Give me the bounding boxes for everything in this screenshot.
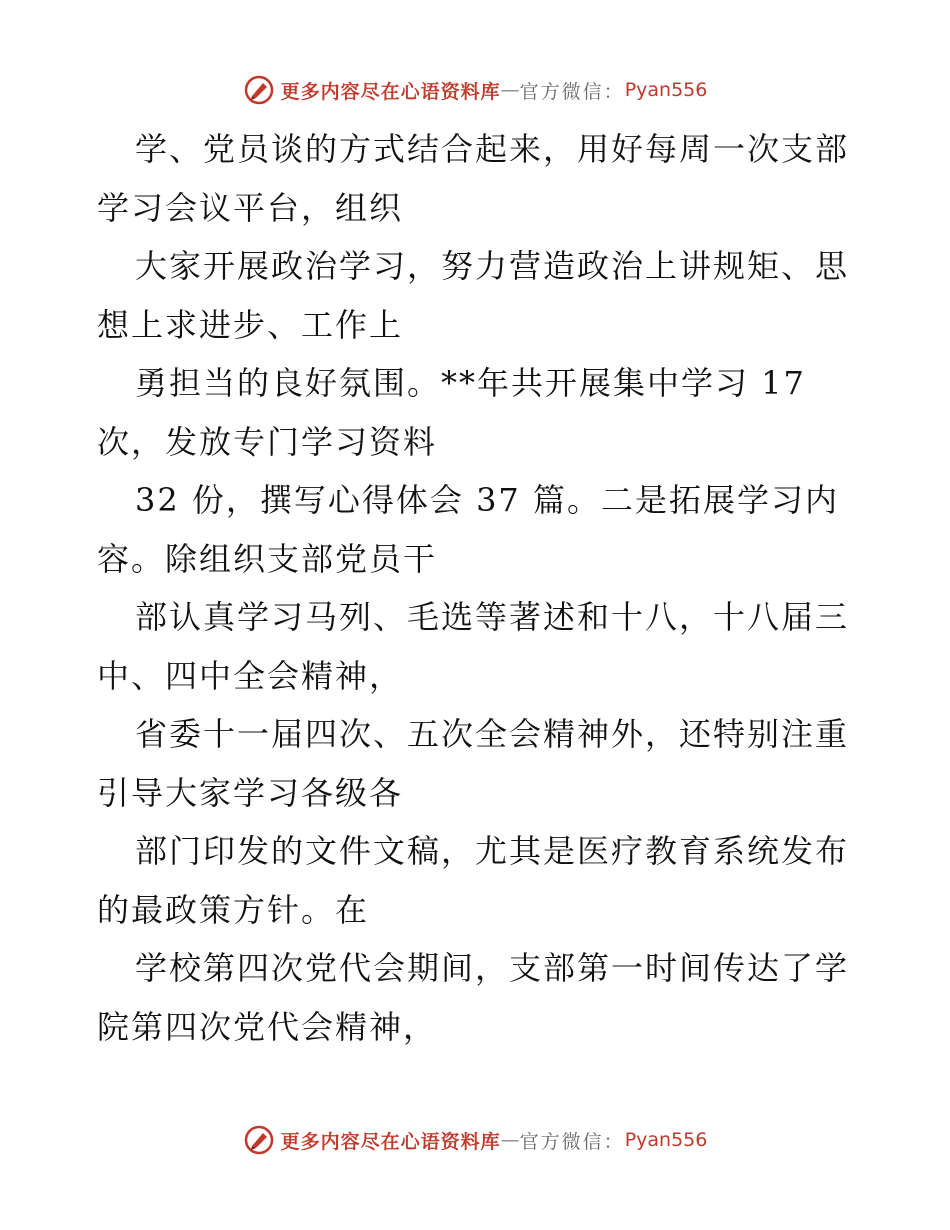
header-watermark [0,70,950,110]
body-line: 学习会议平台，组织 [97,188,404,227]
banner-dash: — [500,79,520,101]
banner-sub-text: 官方微信： [519,1130,625,1153]
body-line: 容。除组织支部党员干 [97,539,438,578]
body-line: 32 份，撰写心得体会 37 篇。二是拓展学习内 [135,481,839,519]
body-line: 部门印发的文件文稿，尤其是医疗教育系统发布 [135,832,850,870]
body-line: 学校第四次党代会期间，支部第一时间传达了学 [135,949,850,987]
banner-main-text: 更多内容尽在心语资料库 [280,80,501,103]
body-line: 院第四次党代会精神， [97,1007,438,1046]
banner-main-text: 更多内容尽在心语资料库 [280,1130,501,1153]
logo-icon [243,74,275,106]
body-line: 的最政策方针。在 [97,890,370,929]
body-line: 勇担当的良好氛围。**年共开展集中学习 17 [135,364,806,402]
banner-wechat-id: Pyan556 [624,79,708,101]
body-line: 大家开展政治学习，努力营造政治上讲规矩、思 [135,247,850,285]
banner-sub-text: 官方微信： [519,80,625,103]
body-line: 部认真学习马列、毛选等著述和十八，十八届三 [135,598,850,636]
logo-icon [243,1124,275,1156]
body-line: 次，发放专门学习资料 [97,422,438,461]
footer-watermark [0,1120,950,1160]
body-line: 省委十一届四次、五次全会精神外，还特别注重 [135,715,850,753]
banner-dash: — [500,1129,520,1151]
body-line: 想上求进步、工作上 [97,305,404,344]
body-line: 中、四中全会精神， [97,656,404,695]
body-line: 学、党员谈的方式结合起来，用好每周一次支部 [135,130,850,168]
banner-wechat-id: Pyan556 [624,1129,708,1151]
document-body [97,120,857,1056]
body-line: 引导大家学习各级各 [97,773,404,812]
